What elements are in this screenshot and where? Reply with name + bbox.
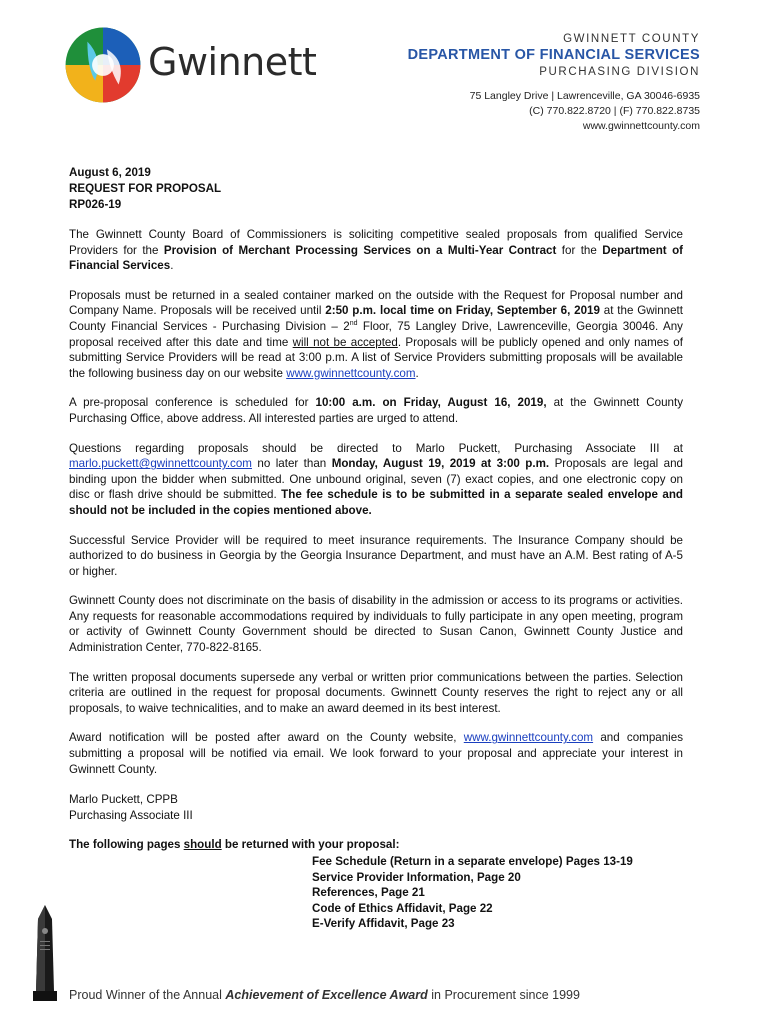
- department-name: DEPARTMENT OF FINANCIAL SERVICES: [407, 47, 700, 63]
- rfp-number: RP026-19: [69, 198, 122, 211]
- address: 75 Langley Drive | Lawrenceville, GA 30046-6935: [469, 90, 700, 102]
- contact-block: [408, 89, 700, 134]
- questions-paragraph: Questions regarding proposals should be directed to Marlo Puckett, Purchasing Associate III at marlo.puckett@gwinnettcounty.com no later than Monday, August 19, 2019 at 3:00 p.m. Proposals are legal and binding upon the bidder when submitted. One unbound original, seven (7) exact copies, and one electronic copy on disc or flash drive should be submitted. The fee schedule is to be submitted in a separate sealed envelope and should not be included in the copies mentioned above.: [69, 441, 684, 517]
- deadline-paragraph: Proposals must be returned in a sealed container marked on the outside with the Request for Proposal number and Company Name. Proposals will be received until 2:50 p.m. local time on Friday, September 6, 2019 at the Gwinnett County Financial Services - Purchasing Division – 2nd Floor, 75 Langley Drive, Lawrenceville, Georgia 30046. Any proposal received after this date and time will not be accepted. Proposals will be publicly opened and only names of submitting Service Providers will be read at 3:00 p.m. A list of Service Providers submitting proposals will be available the following business day on our website www.gwinnettcounty.com.: [69, 288, 683, 380]
- award-paragraph: Award notification will be posted after award on the County website, www.gwinnettcounty.com and companies submitting a proposal will be notified via email. We look forward to your proposal and appreciate your interest in Gwinnett County.: [69, 731, 684, 776]
- website-link-2[interactable]: www.gwinnettcounty.com: [463, 731, 594, 745]
- website-link[interactable]: www.gwinnettcounty.com: [286, 366, 416, 380]
- letter-title: REQUEST FOR PROPOSAL: [69, 182, 222, 195]
- logo-wordmark: Gwinnett: [148, 40, 317, 84]
- conference-paragraph: A pre-proposal conference is scheduled for 10:00 a.m. on Friday, August 16, 2019, at the Gwinnett County Purchasing Office, above address. All interested parties are urged to attend.: [69, 396, 683, 425]
- terms-paragraph: The written proposal documents supersede any verbal or written prior communications between the parties. Selection criteria are outlined in the request for proposal documents. Gwinnett County reserves the right to reject any or all proposals, to waive technicalities, and to make an award deemed in its best interest.: [69, 670, 683, 715]
- accessibility-paragraph: Gwinnett County does not discriminate on the basis of disability in the admission or access to its programs or activities. Any requests for reasonable accommodations required by individuals to fully participate in any open meeting, program or activity of Gwinnett County Government should be directed to Susan Canon, Gwinnett County Justice and Administration Center, 770-822-8165.: [69, 594, 683, 655]
- phone-fax: (C) 770.822.8720 | (F) 770.822.8735: [529, 105, 700, 117]
- gwinnett-logo-icon: [64, 26, 142, 104]
- award-trophy-icon: [30, 905, 60, 1001]
- returned-pages-heading: The following pages should be returned with your proposal:: [69, 838, 400, 852]
- county-name: GWINNETT COUNTY: [563, 33, 700, 45]
- award-footer: Proud Winner of the Annual Achievement of Excellence Award in Procurement since 1999: [69, 988, 580, 1002]
- signer-title: Purchasing Associate III: [69, 808, 193, 822]
- letter-body: [69, 165, 683, 932]
- letter-date: August 6, 2019: [69, 166, 151, 179]
- website: www.gwinnettcounty.com: [582, 120, 700, 132]
- list-item: Code of Ethics Affidavit, Page 22: [312, 901, 493, 915]
- list-item: Fee Schedule (Return in a separate envelope) Pages 13-19: [312, 855, 633, 868]
- list-item: E-Verify Affidavit, Page 23: [312, 917, 455, 931]
- list-item: Service Provider Information, Page 20: [312, 870, 521, 884]
- list-item: References, Page 21: [312, 886, 425, 900]
- signature-block: [69, 792, 683, 823]
- insurance-paragraph: Successful Service Provider will be required to meet insurance requirements. The Insurance Company should be authorized to do business in Georgia by the Georgia Insurance Department, and must have an A.M. Best rating of A-5 or higher.: [69, 533, 683, 578]
- signer-name: Marlo Puckett, CPPB: [69, 793, 178, 807]
- returned-pages-list: [312, 854, 683, 932]
- intro-paragraph: The Gwinnett County Board of Commissioners is soliciting competitive sealed proposals from qualified Service Providers for the Provision of Merchant Processing Services on a Multi-Year Contract for the Department of Financial Services.: [69, 228, 684, 273]
- department-header: [408, 33, 700, 134]
- email-link[interactable]: marlo.puckett@gwinnettcounty.com: [69, 457, 252, 471]
- division-name: PURCHASING DIVISION: [539, 66, 700, 78]
